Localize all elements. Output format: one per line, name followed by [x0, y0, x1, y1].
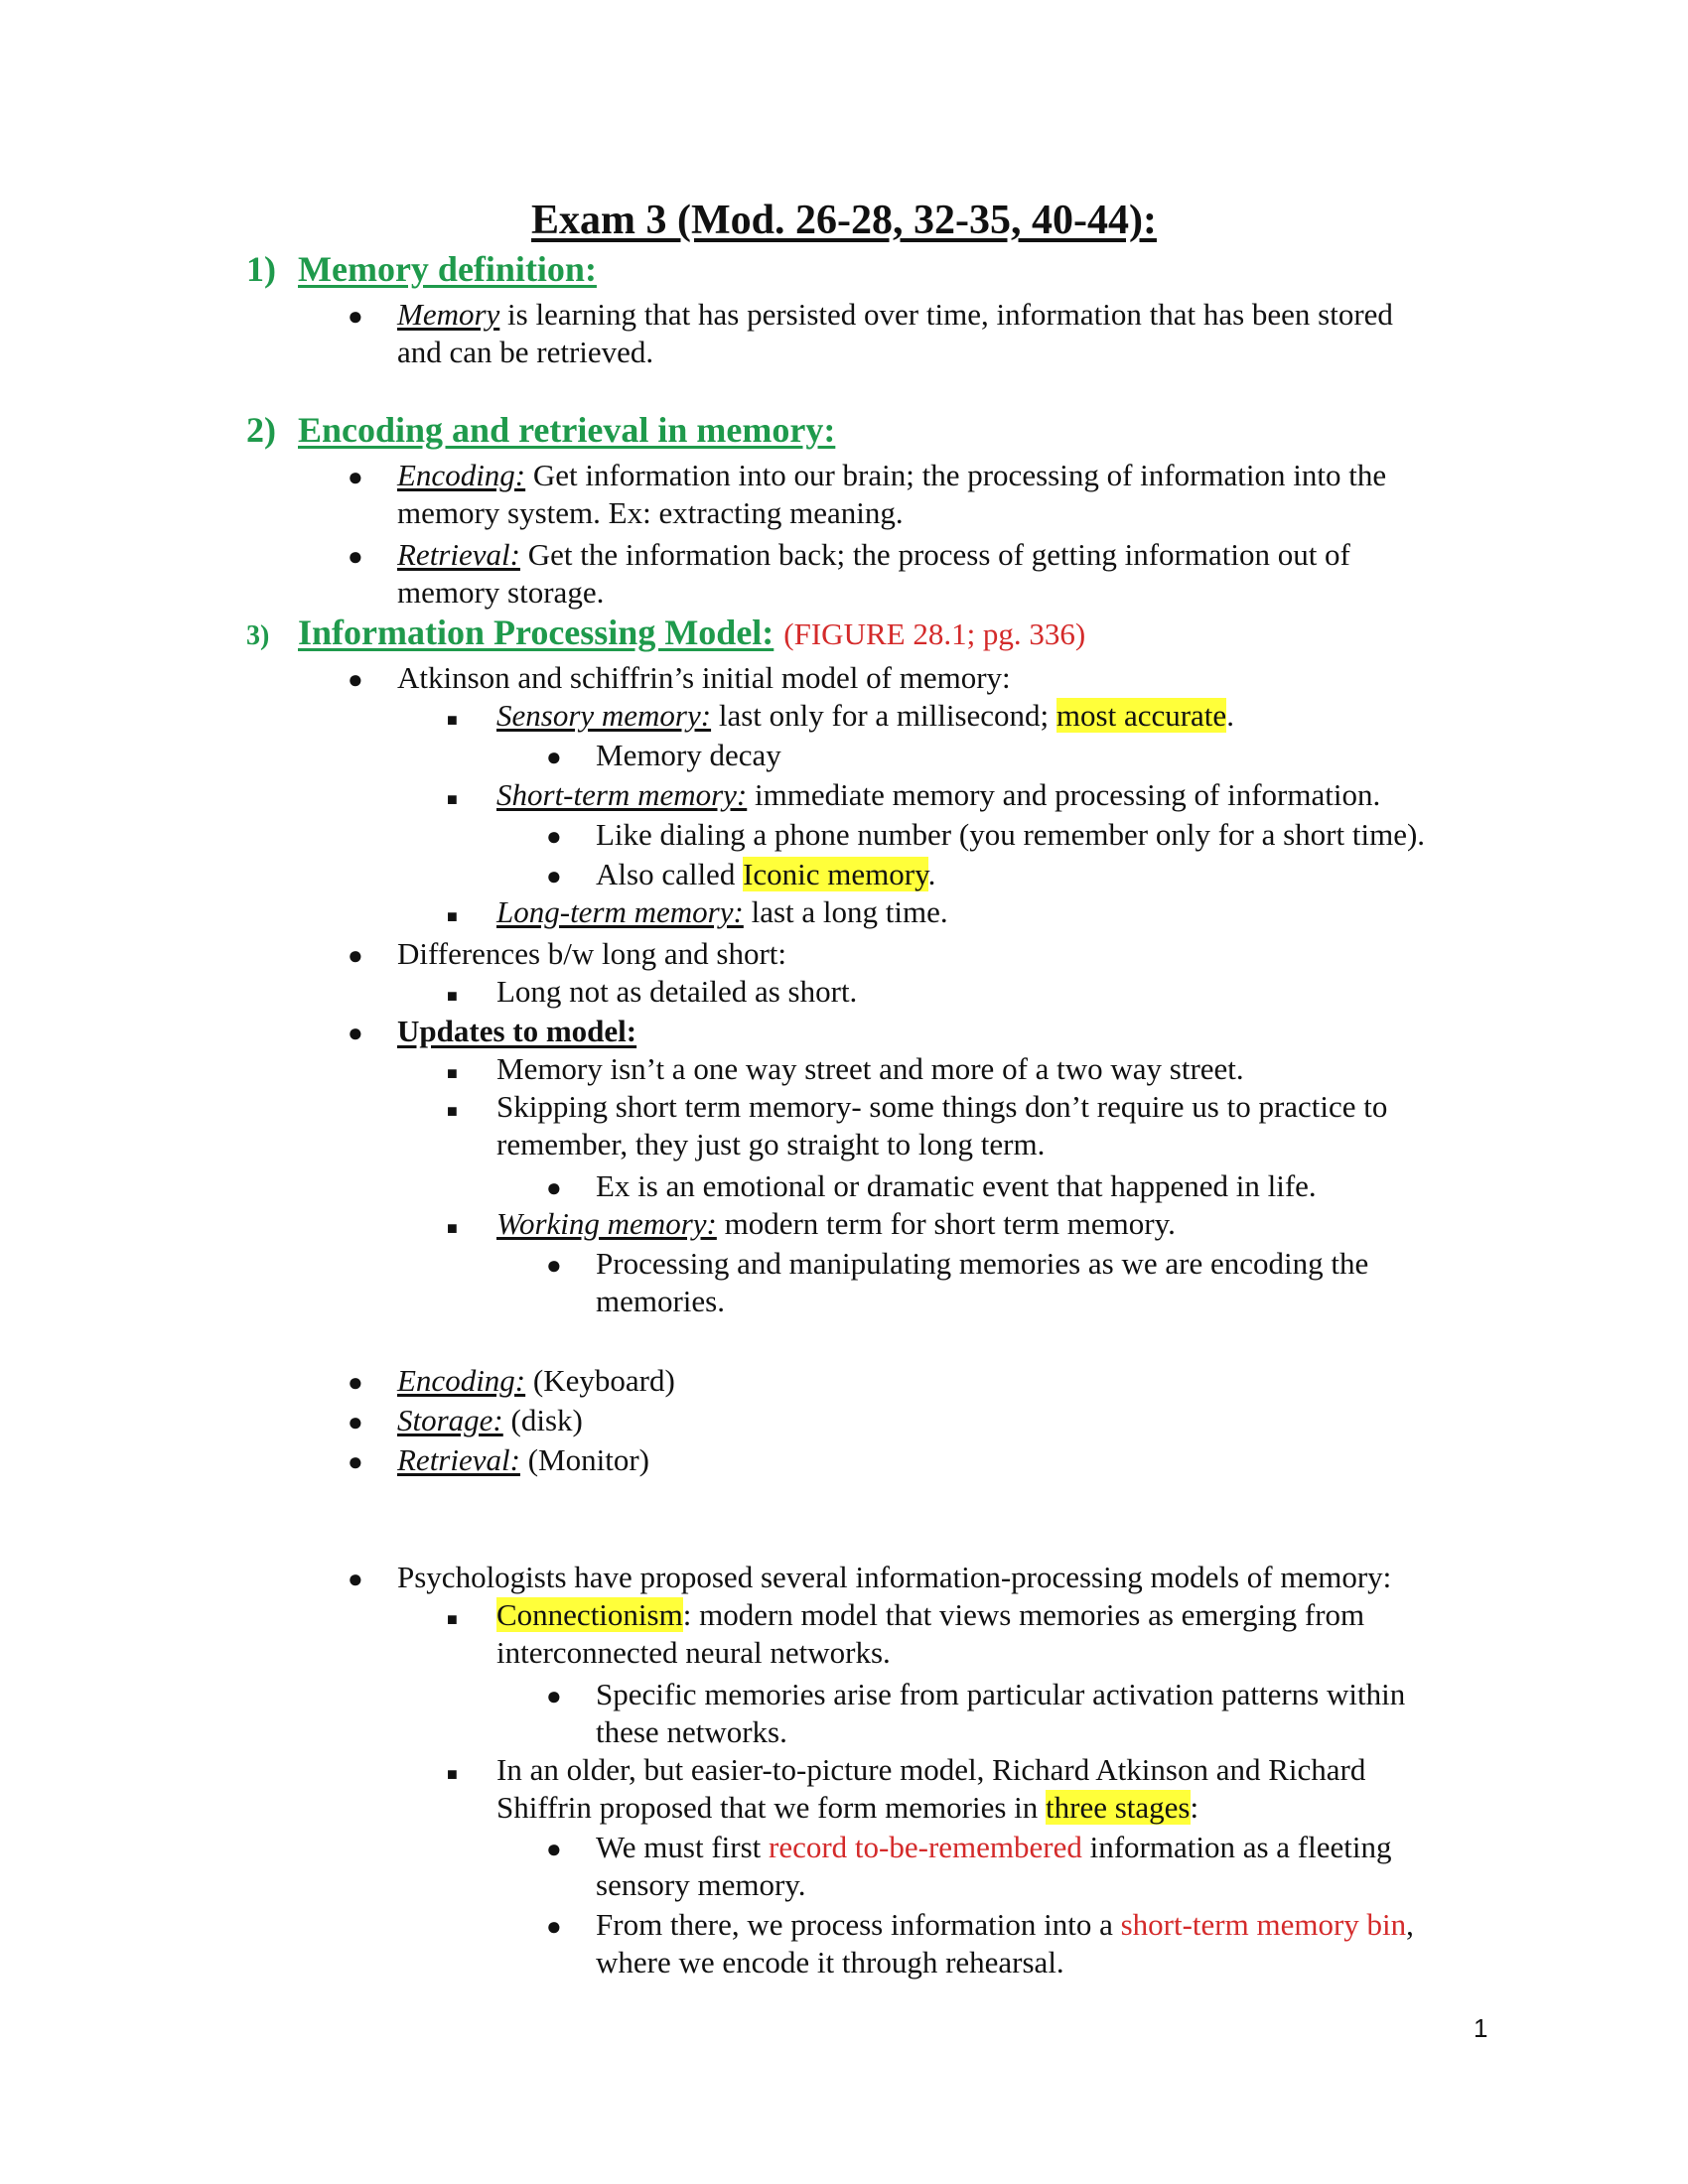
bullet-dot-icon: ● — [546, 862, 562, 890]
list-item: Ex is an emotional or dramatic event that happened in life. — [596, 1168, 1317, 1203]
list-item-continuation: where we encode it through rehearsal. — [596, 1945, 1064, 1979]
list-item — [397, 1402, 583, 1439]
list-item — [397, 1441, 649, 1479]
bullet-dot-icon: ● — [348, 302, 363, 331]
list-item-continuation: memory system. Ex: extracting meaning. — [397, 495, 904, 530]
bullet-square-icon: ■ — [447, 710, 458, 730]
section-number: 3) — [246, 620, 270, 651]
list-item — [397, 1013, 636, 1050]
term: Working memory: — [496, 1206, 717, 1241]
list-item — [397, 457, 1386, 494]
bullet-square-icon: ■ — [447, 906, 458, 926]
section-heading-memory-definition — [246, 248, 597, 290]
bullet-square-icon: ■ — [447, 1764, 458, 1784]
list-item: Like dialing a phone number (you remember only for a short time). — [596, 817, 1426, 852]
item-text: information as a fleeting — [1081, 1830, 1392, 1864]
red-emphasis: record to-be-remembered — [769, 1830, 1082, 1864]
bullet-dot-icon: ● — [546, 1835, 562, 1863]
list-item-continuation: memory storage. — [397, 575, 605, 610]
list-item — [596, 1829, 1391, 1866]
list-item-continuation: interconnected neural networks. — [496, 1635, 891, 1670]
item-text: . — [1226, 698, 1234, 733]
section-number: 2) — [246, 410, 276, 450]
bullet-dot-icon: ● — [348, 941, 363, 970]
bullet-dot-icon: ● — [348, 542, 363, 571]
bullet-square-icon: ■ — [447, 1218, 458, 1238]
term: Retrieval: — [397, 537, 520, 572]
bullet-square-icon: ■ — [447, 789, 458, 809]
list-item: Processing and manipulating memories as we are encoding the — [596, 1246, 1369, 1281]
item-text: Get information into our brain; the processing of information into the — [525, 458, 1387, 492]
highlight: Connectionism — [496, 1597, 683, 1632]
item-text: last a long time. — [743, 894, 948, 929]
bullet-dot-icon: ● — [348, 1565, 363, 1593]
list-item — [496, 1596, 1364, 1634]
item-text: last only for a millisecond; — [711, 698, 1056, 733]
highlight: most accurate — [1055, 698, 1227, 733]
item-text: From there, we process information into a — [596, 1907, 1121, 1942]
item-text: Also called — [596, 857, 744, 891]
section-heading-text: Encoding and retrieval in memory: — [298, 410, 836, 450]
list-item-continuation: sensory memory. — [596, 1867, 806, 1902]
bullet-dot-icon: ● — [546, 1912, 562, 1941]
list-item — [397, 1362, 675, 1400]
figure-reference: (FIGURE 28.1; pg. 336) — [783, 616, 1086, 651]
item-text: : — [1190, 1790, 1199, 1825]
section-heading-information-processing — [246, 612, 1085, 653]
red-emphasis: short-term memory bin — [1120, 1907, 1407, 1942]
list-item — [496, 893, 948, 931]
list-item: Memory decay — [596, 738, 781, 772]
bullet-dot-icon: ● — [546, 1173, 562, 1202]
bullet-dot-icon: ● — [348, 665, 363, 694]
item-text: : modern model that views memories as emerging from — [682, 1597, 1365, 1632]
list-item: In an older, but easier-to-picture model, Richard Atkinson and Richard — [496, 1752, 1366, 1787]
bullet-square-icon: ■ — [447, 1609, 458, 1629]
term: Sensory memory: — [496, 698, 712, 733]
item-text: immediate memory and processing of information. — [747, 777, 1381, 812]
list-item: Memory isn’t a one way street and more of a two way street. — [496, 1051, 1244, 1086]
highlight: Iconic memory — [743, 857, 928, 891]
list-item-continuation: these networks. — [596, 1714, 787, 1749]
list-item — [596, 1906, 1414, 1944]
section-heading-text: Information Processing Model: — [298, 613, 774, 652]
section-heading-encoding-retrieval — [246, 409, 835, 451]
bullet-dot-icon: ● — [348, 1368, 363, 1397]
bullet-dot-icon: ● — [546, 743, 562, 771]
list-item: Long not as detailed as short. — [496, 974, 858, 1009]
list-item — [596, 856, 935, 893]
item-text: modern term for short term memory. — [716, 1206, 1176, 1241]
item-text: (Monitor) — [519, 1442, 649, 1477]
bullet-dot-icon: ● — [348, 463, 363, 491]
list-item: Skipping short term memory- some things don’t require us to practice to — [496, 1089, 1388, 1124]
list-item — [397, 536, 1350, 574]
term: Encoding: — [397, 1363, 526, 1398]
bullet-dot-icon: ● — [348, 1019, 363, 1047]
list-item-continuation: memories. — [596, 1284, 725, 1318]
term: Long-term memory: — [496, 894, 744, 929]
item-text: is learning that has persisted over time, information that has been stored — [499, 297, 1393, 332]
term: Retrieval: — [397, 1442, 520, 1477]
list-item: Psychologists have proposed several information-processing models of memory: — [397, 1560, 1392, 1594]
item-text: (disk) — [502, 1403, 583, 1437]
list-item — [496, 697, 1234, 735]
page-number: 1 — [1474, 2013, 1488, 2043]
bullet-dot-icon: ● — [348, 1408, 363, 1436]
list-item: Specific memories arise from particular activation patterns within — [596, 1677, 1406, 1711]
bullet-dot-icon: ● — [546, 1682, 562, 1710]
list-item — [496, 1205, 1176, 1243]
bullet-square-icon: ■ — [447, 986, 458, 1006]
list-item — [397, 296, 1393, 334]
subheading: Updates to model: — [397, 1014, 637, 1048]
bullet-square-icon: ■ — [447, 1101, 458, 1121]
list-item-continuation: remember, they just go straight to long term. — [496, 1127, 1046, 1161]
list-item-continuation — [496, 1789, 1198, 1827]
item-text: (Keyboard) — [525, 1363, 675, 1398]
term: Storage: — [397, 1403, 503, 1437]
bullet-dot-icon: ● — [546, 1251, 562, 1280]
item-text: Shiffrin proposed that we form memories in — [496, 1790, 1047, 1825]
item-text: , — [1406, 1907, 1414, 1942]
list-item: Atkinson and schiffrin’s initial model of memory: — [397, 660, 1011, 695]
bullet-dot-icon: ● — [348, 1447, 363, 1476]
list-item: Differences b/w long and short: — [397, 936, 786, 971]
term: Memory — [397, 297, 500, 332]
section-number: 1) — [246, 249, 276, 289]
list-item — [496, 776, 1380, 814]
bullet-square-icon: ■ — [447, 1063, 458, 1083]
page-title: Exam 3 (Mod. 26-28, 32-35, 40-44): — [531, 198, 1157, 243]
highlight: three stages — [1046, 1790, 1191, 1825]
section-heading-text: Memory definition: — [298, 249, 597, 289]
item-text: Get the information back; the process of getting information out of — [519, 537, 1350, 572]
term: Encoding: — [397, 458, 526, 492]
bullet-dot-icon: ● — [546, 822, 562, 851]
item-text: . — [927, 857, 936, 891]
list-item-continuation: and can be retrieved. — [397, 335, 654, 369]
item-text: We must first — [596, 1830, 770, 1864]
term: Short-term memory: — [496, 777, 748, 812]
